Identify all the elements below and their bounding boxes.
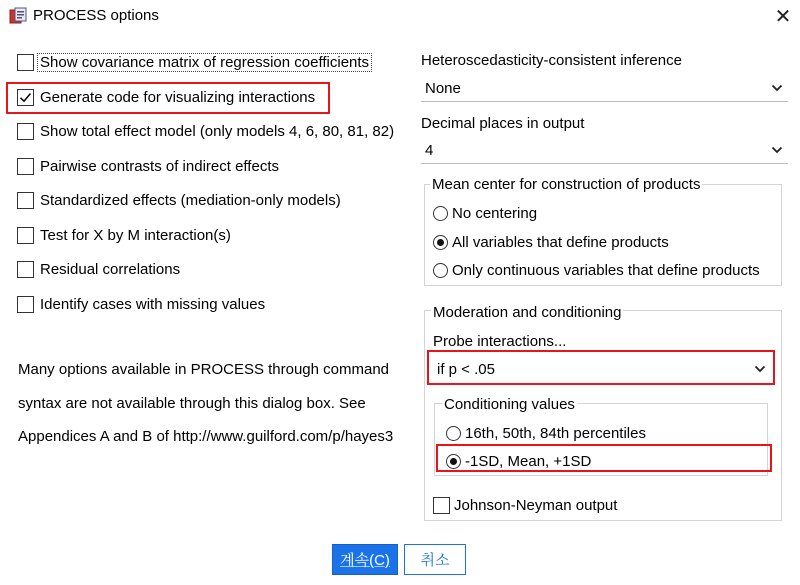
decimal-places-select[interactable] bbox=[421, 138, 788, 162]
option-label: Johnson-Neyman output bbox=[454, 496, 618, 514]
option-label: Pairwise contrasts of indirect effects bbox=[40, 157, 279, 175]
checkbox[interactable] bbox=[17, 158, 34, 175]
radio-percentiles[interactable] bbox=[446, 422, 646, 444]
radio-no-centering[interactable] bbox=[433, 202, 537, 224]
radio-button[interactable] bbox=[433, 206, 448, 221]
radio-label: 16th, 50th, 84th percentiles bbox=[465, 424, 646, 442]
close-icon: ✕ bbox=[774, 5, 792, 28]
select-value: 4 bbox=[425, 141, 434, 159]
conditioning-title: Conditioning values bbox=[444, 396, 575, 413]
option-label: Identify cases with missing values bbox=[40, 295, 266, 313]
process-app-icon bbox=[9, 7, 27, 25]
select-underline bbox=[421, 163, 788, 164]
probe-interactions-select[interactable] bbox=[433, 357, 771, 381]
moderation-title: Moderation and conditioning bbox=[433, 304, 622, 321]
cancel-button-label: 취소 bbox=[420, 552, 450, 569]
cancel-button[interactable] bbox=[404, 544, 466, 575]
chevron-down-icon bbox=[767, 78, 787, 98]
option-covariance-matrix[interactable] bbox=[17, 51, 371, 73]
hc-inference-label: Heteroscedasticity-consistent inference bbox=[421, 52, 682, 69]
radio-button[interactable] bbox=[446, 454, 461, 469]
radio-button[interactable] bbox=[433, 235, 448, 250]
radio-label: No centering bbox=[452, 204, 538, 222]
radio-continuous-variables[interactable] bbox=[433, 259, 760, 281]
option-residual-correlations[interactable] bbox=[17, 258, 180, 280]
radio-sd-mean[interactable] bbox=[446, 450, 591, 472]
checkbox[interactable] bbox=[17, 296, 34, 313]
chevron-down-icon bbox=[767, 140, 787, 160]
checkbox[interactable] bbox=[17, 227, 34, 244]
option-label: Show total effect model (only models 4, 6, 80, 81, 82) bbox=[40, 122, 395, 140]
option-total-effect-model[interactable] bbox=[17, 120, 394, 142]
note-line: syntax are not available through this dialog box. See bbox=[18, 395, 366, 412]
radio-label: Only continuous variables that define products bbox=[452, 261, 760, 279]
mean-center-title: Mean center for construction of products bbox=[432, 176, 701, 193]
continue-button[interactable] bbox=[332, 544, 398, 575]
option-generate-code[interactable] bbox=[17, 86, 315, 108]
option-johnson-neyman[interactable] bbox=[433, 494, 617, 516]
checkmark-icon bbox=[19, 91, 32, 104]
option-label: Generate code for visualizing interactions bbox=[40, 88, 316, 106]
checkbox[interactable] bbox=[433, 497, 450, 514]
radio-button[interactable] bbox=[446, 426, 461, 441]
hc-inference-select[interactable] bbox=[421, 76, 788, 100]
checkbox[interactable] bbox=[17, 192, 34, 209]
option-label: Show covariance matrix of regression coefficients bbox=[40, 53, 370, 71]
radio-label: -1SD, Mean, +1SD bbox=[465, 452, 592, 470]
chevron-down-icon bbox=[750, 359, 770, 379]
option-standardized-effects[interactable] bbox=[17, 189, 341, 211]
checkbox[interactable] bbox=[17, 54, 34, 71]
checkbox[interactable] bbox=[17, 89, 34, 106]
option-label: Standardized effects (mediation-only models) bbox=[40, 191, 341, 209]
window-title: PROCESS options bbox=[33, 7, 159, 24]
checkbox[interactable] bbox=[17, 261, 34, 278]
option-label: Residual correlations bbox=[40, 260, 181, 278]
option-label: Test for X by M interaction(s) bbox=[40, 226, 231, 244]
title-bar bbox=[0, 0, 800, 32]
probe-interactions-label: Probe interactions... bbox=[433, 333, 567, 350]
select-value: if p < .05 bbox=[437, 360, 495, 378]
select-underline bbox=[421, 101, 788, 102]
option-missing-values[interactable] bbox=[17, 293, 265, 315]
option-pairwise-contrasts[interactable] bbox=[17, 155, 279, 177]
decimal-places-label: Decimal places in output bbox=[421, 115, 585, 132]
radio-all-variables[interactable] bbox=[433, 231, 669, 253]
close-button[interactable] bbox=[766, 0, 800, 32]
option-x-by-m-test[interactable] bbox=[17, 224, 231, 246]
checkbox[interactable] bbox=[17, 123, 34, 140]
note-line: Many options available in PROCESS through command bbox=[18, 361, 390, 378]
note-line: Appendices A and B of http://www.guilford.com/p/hayes3 bbox=[18, 428, 394, 445]
radio-button[interactable] bbox=[433, 263, 448, 278]
radio-label: All variables that define products bbox=[452, 233, 669, 251]
select-value: None bbox=[425, 79, 461, 97]
continue-button-label: 계속(C) bbox=[340, 552, 390, 569]
